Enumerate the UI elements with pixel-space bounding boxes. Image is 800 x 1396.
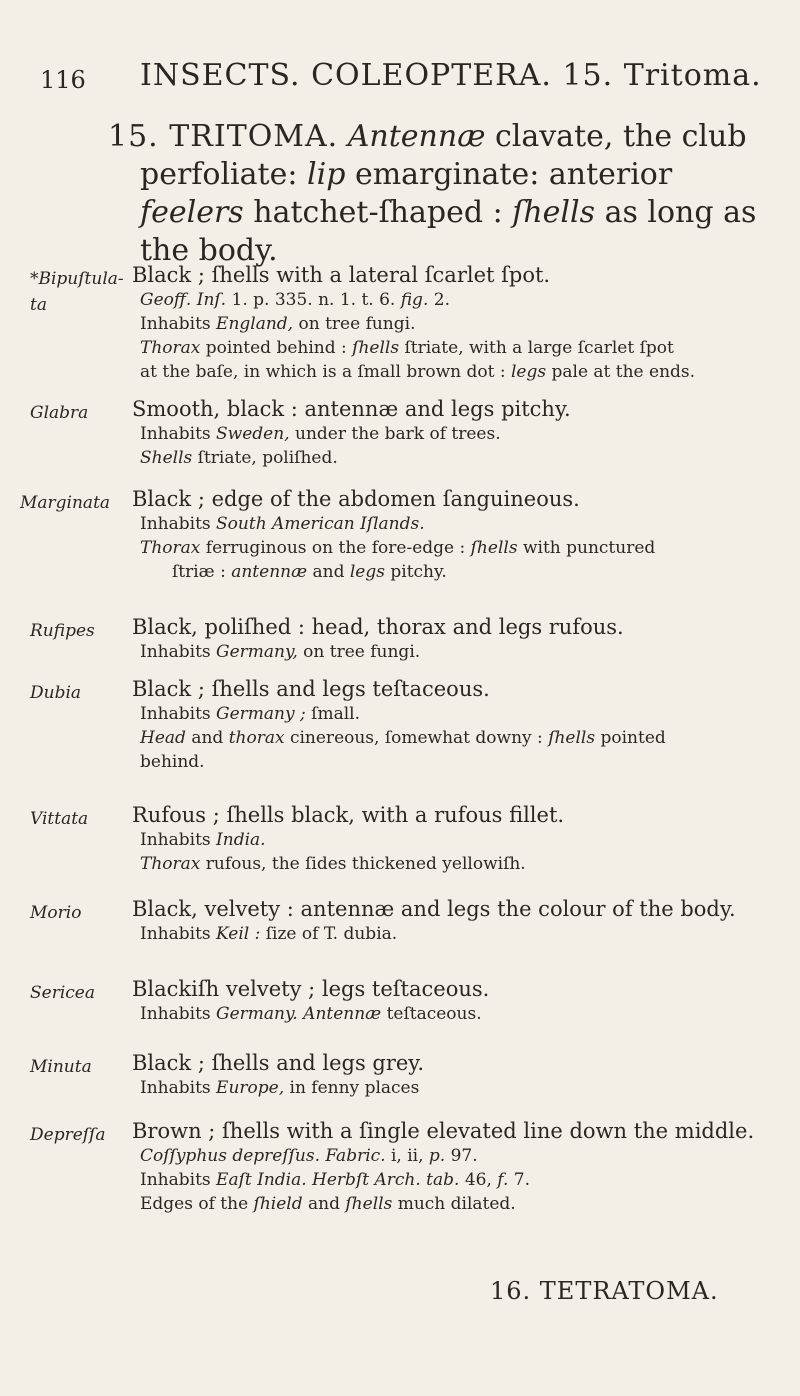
species-diagnosis: Black ; ſhells with a lateral ſcarlet ſpot. [132,263,551,287]
species-diagnosis: Smooth, black : antennæ and legs pitchy. [132,397,571,421]
page-number: 116 [40,66,86,94]
species-detail-cont: behind. [140,752,205,772]
species-detail: Thorax pointed behind : ſhells ſtriate, with a large ſcarlet ſpot [140,338,674,358]
species-diagnosis: Brown ; ſhells with a ſingle elevated line down the middle. [132,1119,755,1143]
species-detail-cont: at the baſe, in which is a ſmall brown dot : legs pale at the ends. [140,362,696,382]
species-text [132,676,777,774]
species-name: Rufipes [30,621,95,641]
species-detail: Thorax ferruginous on the fore-edge : ſhells with punctured [140,538,656,558]
species-diagnosis: Black ; edge of the abdomen ſanguineous. [132,487,580,511]
species-habitat: Inhabits Europe, in fenny places [140,1078,420,1098]
species-text [132,262,777,384]
species-detail: Thorax rufous, the ſides thickened yellowiſh. [140,854,526,874]
running-header [40,58,780,108]
species-diagnosis: Blackiſh velvety ; legs teſtaceous. [132,977,490,1001]
genus-line-3: feelers hatchet-ſhaped : ſhells as long as [140,195,757,230]
species-text [132,896,777,946]
species-habitat: Inhabits England, on tree fungi. [140,314,416,334]
species-name: Marginata [20,493,111,513]
genus-line-4: the body. [140,233,278,268]
species-text [132,396,777,470]
species-habitat: Inhabits Germany, on tree fungi. [140,642,421,662]
species-name: Minuta [30,1057,92,1077]
species-reference: Geoff. Inſ. 1. p. 335. n. 1. t. 6. fig. 2. [140,290,450,310]
species-name: Depreſſa [30,1125,106,1145]
species-detail: Head and thorax cinereous, ſomewhat downy : ſhells pointed [140,728,666,748]
species-habitat: Inhabits Germany. Antennæ teſtaceous. [140,1004,482,1024]
species-name: *Bipuſtula- ta [30,269,124,315]
species-text [132,486,777,584]
species-diagnosis: Black, poliſhed : head, thorax and legs rufous. [132,615,624,639]
species-text [132,976,777,1026]
species-diagnosis: Black, velvety : antennæ and legs the colour of the body. [132,897,736,921]
species-habitat: Inhabits Eaſt India. Herbſt Arch. tab. 46, f. 7. [140,1170,531,1190]
species-text [132,1118,777,1216]
species-text [132,802,777,876]
species-name: Morio [30,903,82,923]
species-name: Vittata [30,809,89,829]
genus-line-2: perfoliate: lip emarginate: anterior [140,157,673,192]
species-detail: Edges of the ſhield and ſhells much dilated. [140,1194,516,1214]
species-diagnosis: Black ; ſhells and legs grey. [132,1051,425,1075]
species-diagnosis: Rufous ; ſhells black, with a rufous fillet. [132,803,565,827]
species-name: Dubia [30,683,82,703]
species-habitat: Inhabits Sweden, under the bark of trees. [140,424,501,444]
species-text [132,614,777,664]
species-detail: Shells ſtriate, poliſhed. [140,448,338,468]
species-diagnosis: Black ; ſhells and legs teſtaceous. [132,677,490,701]
species-reference: Coſſyphus depreſſus. Fabric. i, ii, p. 97. [140,1146,478,1166]
species-habitat: Inhabits South American Iſlands. [140,514,425,534]
species-detail-cont: ſtriæ : antennæ and legs pitchy. [172,562,447,582]
species-habitat: Inhabits Keil : ſize of T. dubia. [140,924,398,944]
species-name: Sericea [30,983,95,1003]
genus-description [108,118,788,270]
running-title: INSECTS. COLEOPTERA. 15. Tritoma. [140,58,762,93]
species-text [132,1050,777,1100]
species-habitat: Inhabits India. [140,830,266,850]
species-habitat: Inhabits Germany ; ſmall. [140,704,360,724]
genus-line-1: 15. TRITOMA. Antennæ clavate, the club [108,119,747,154]
species-name: Glabra [30,403,89,423]
catchword: 16. TETRATOMA. [490,1277,719,1305]
